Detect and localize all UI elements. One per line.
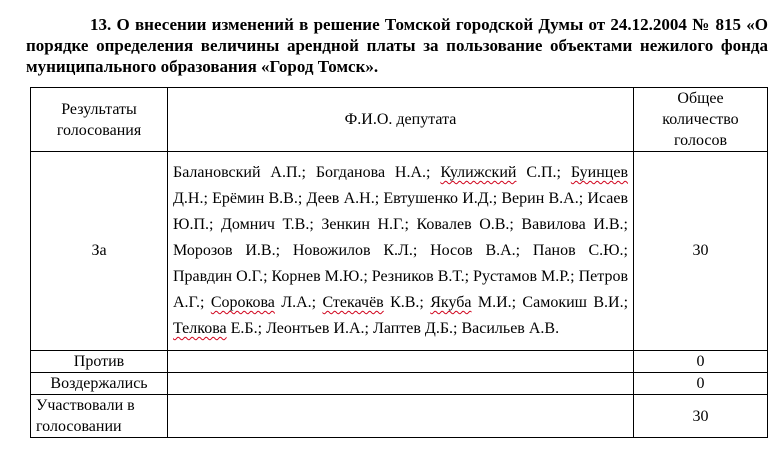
table-row-for	[31, 152, 768, 351]
header-results: Результаты голосования	[31, 88, 168, 152]
deputies-names-cell	[168, 373, 634, 395]
table-row-against	[31, 351, 768, 373]
table-header-row	[31, 88, 768, 152]
row-label: За	[31, 152, 168, 351]
deputies-names-cell: Балановский А.П.; Богданова Н.А.; Кулижский С.П.; Буинцев Д.Н.; Ерёмин В.В.; Деев А.Н.; Евтушенко И.Д.; Верин В.А.; Исаев Ю.П.; Домнич Т.В.; Зенкин Н.Г.; Ковалев О.В.; Вавилова И.В.; Морозов И.В.; Новожилов К.Л.; Носов В.А.; Панов С.Ю.; Правдин О.Г.; Корнев М.Ю.; Резников В.Т.; Рустамов М.Р.; Петров А.Г.; Сорокова Л.А.; Стекачёв К.В.; Якуба М.И.; Самокиш В.И.; Телкова Е.Б.; Леонтьев И.А.; Лаптев Д.Б.; Васильев А.В.	[168, 152, 634, 351]
row-total: 0	[634, 351, 768, 373]
deputies-names-cell	[168, 351, 634, 373]
agenda-item-heading-text: 13. О внесении изменений в решение Томской городской Думы от 24.12.2004 № 815 «О порядке определения величины арендной платы за пользование объектами нежилого фонда муниципального образования «Город Томск».	[26, 15, 768, 76]
row-label: Воздержались	[31, 373, 168, 395]
header-deputies: Ф.И.О. депутата	[168, 88, 634, 152]
table-row-participated	[31, 395, 768, 438]
row-label: Против	[31, 351, 168, 373]
row-label: Участвовали в голосовании	[31, 395, 168, 438]
agenda-item-heading	[26, 14, 768, 77]
row-total: 0	[634, 373, 768, 395]
row-total: 30	[634, 152, 768, 351]
voting-results-table	[30, 87, 768, 438]
row-total: 30	[634, 395, 768, 438]
header-total: Общее количество голосов	[634, 88, 768, 152]
table-row-abstained	[31, 373, 768, 395]
deputies-names-cell	[168, 395, 634, 438]
